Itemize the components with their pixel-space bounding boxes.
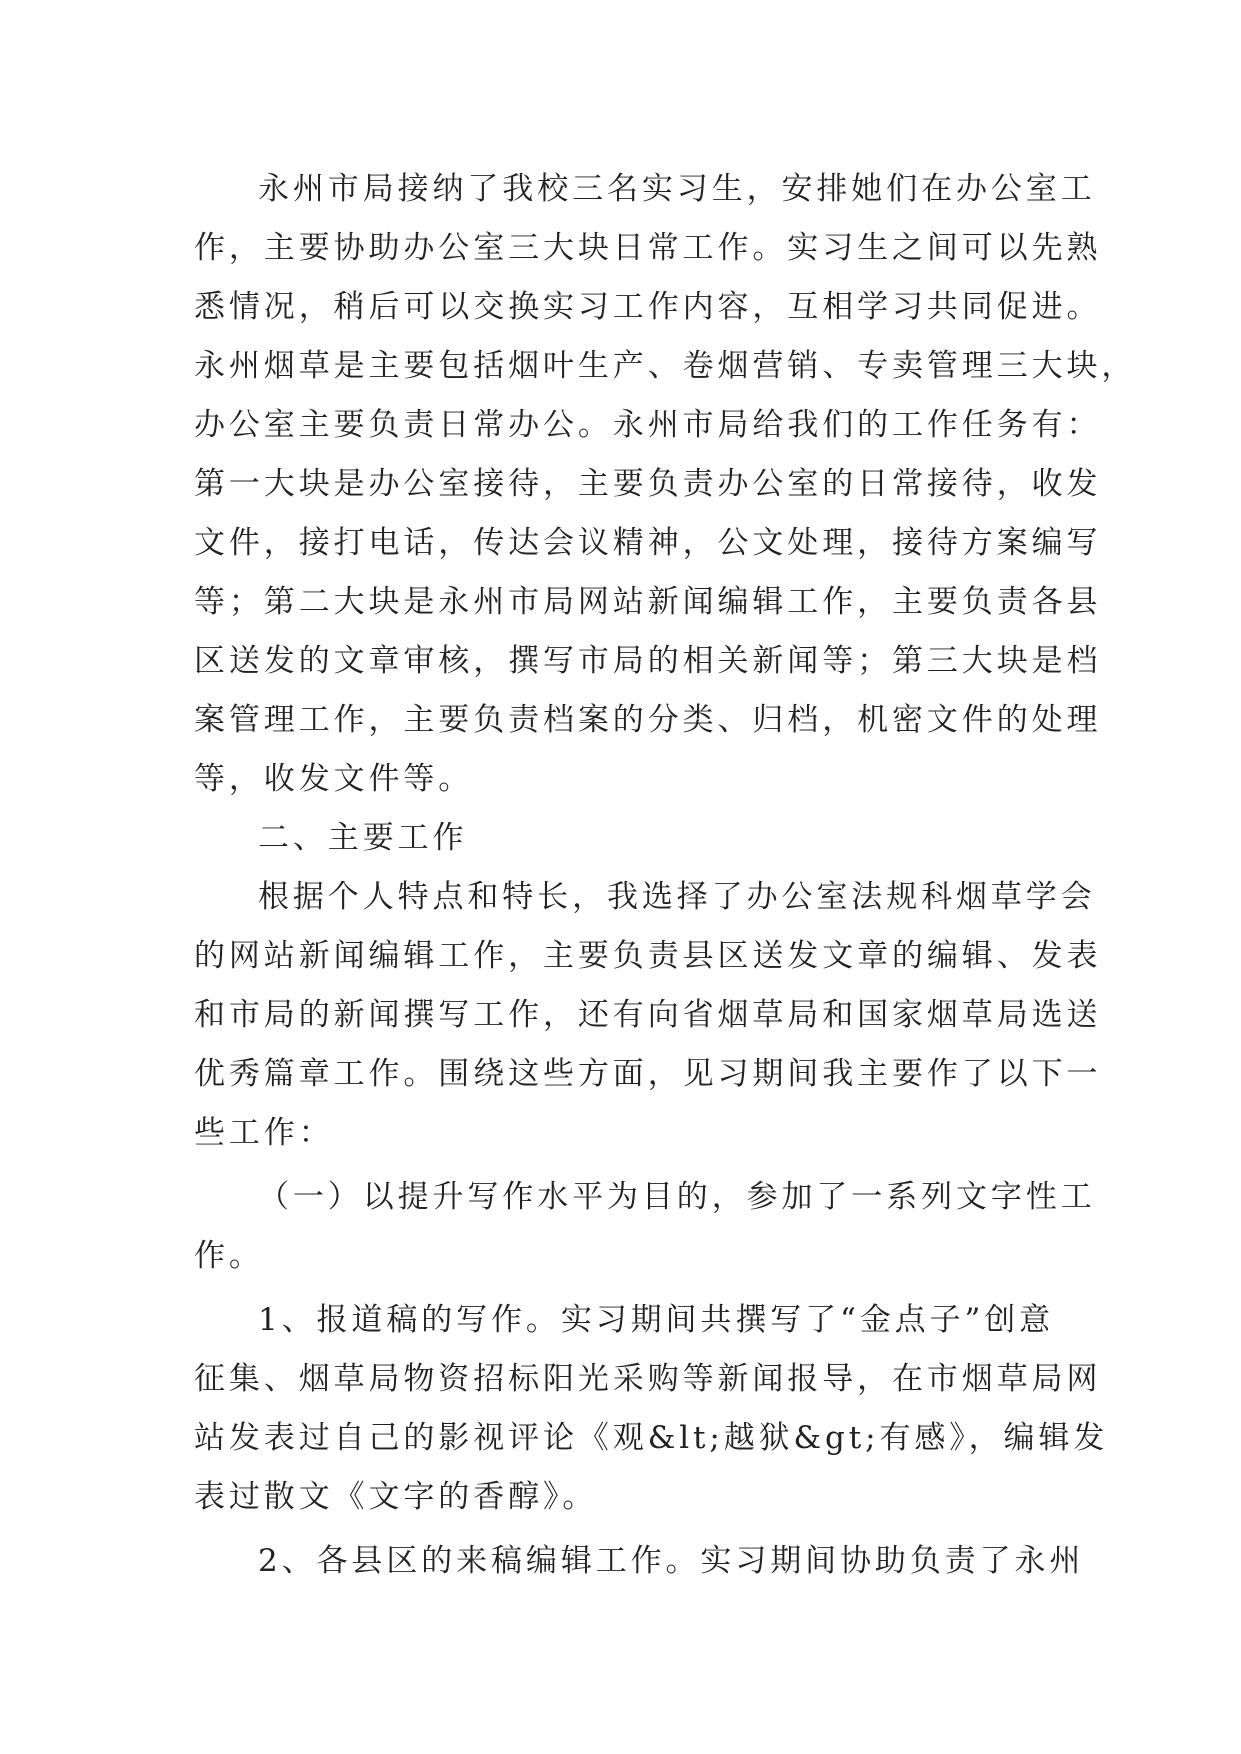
- paragraph-line: 文件，接打电话，传达会议精神，公文处理，接待方案编写: [194, 525, 1102, 561]
- paragraph-line: 永州烟草是主要包括烟叶生产、卷烟营销、专卖管理三大块，: [194, 348, 1137, 384]
- paragraph-line: 的网站新闻编辑工作，主要负责县区送发文章的编辑、发表: [194, 938, 1102, 974]
- paragraph-line: 1、报道稿的写作。实习期间共撰写了“金点子”创意: [258, 1302, 1055, 1338]
- paragraph-line: 第一大块是办公室接待，主要负责办公室的日常接待，收发: [194, 466, 1102, 502]
- paragraph-line: 根据个人特点和特长，我选择了办公室法规科烟草学会: [258, 879, 1096, 915]
- paragraph-line: 表过散文《文字的香醇》。: [194, 1479, 598, 1515]
- paragraph-line: 作，主要协助办公室三大块日常工作。实习生之间可以先熟: [194, 230, 1102, 266]
- paragraph-line: 优秀篇章工作。围绕这些方面，见习期间我主要作了以下一: [194, 1056, 1102, 1092]
- paragraph-line: 区送发的文章审核，撰写市局的相关新闻等；第三大块是档: [194, 643, 1102, 679]
- paragraph-line: 2、各县区的来稿编辑工作。实习期间协助负责了永州: [258, 1543, 1085, 1579]
- section-heading: 二、主要工作: [258, 820, 468, 856]
- paragraph-line: 和市局的新闻撰写工作，还有向省烟草局和国家烟草局选送: [194, 997, 1102, 1033]
- paragraph-line: 等，收发文件等。: [194, 761, 474, 797]
- paragraph-line: 办公室主要负责日常办公。永州市局给我们的工作任务有：: [194, 407, 1102, 443]
- paragraph-line: 悉情况，稍后可以交换实习工作内容，互相学习共同促进。: [194, 289, 1102, 325]
- paragraph-line: 征集、烟草局物资招标阳光采购等新闻报导，在市烟草局网: [194, 1361, 1102, 1397]
- paragraph-line: 站发表过自己的影视评论《观&lt;越狱&gt;有感》，编辑发: [194, 1420, 1109, 1456]
- paragraph-line: 等；第二大块是永州市局网站新闻编辑工作，主要负责各县: [194, 584, 1102, 620]
- paragraph-line: 案管理工作，主要负责档案的分类、归档，机密文件的处理: [194, 702, 1102, 738]
- subsection-heading: （一）以提升写作水平为目的，参加了一系列文字性工: [258, 1179, 1096, 1215]
- paragraph-line: 永州市局接纳了我校三名实习生，安排她们在办公室工: [258, 171, 1096, 207]
- paragraph-line: 些工作：: [194, 1115, 334, 1151]
- document-page: [194, 160, 1137, 1591]
- paragraph-line: 作。: [194, 1238, 264, 1274]
